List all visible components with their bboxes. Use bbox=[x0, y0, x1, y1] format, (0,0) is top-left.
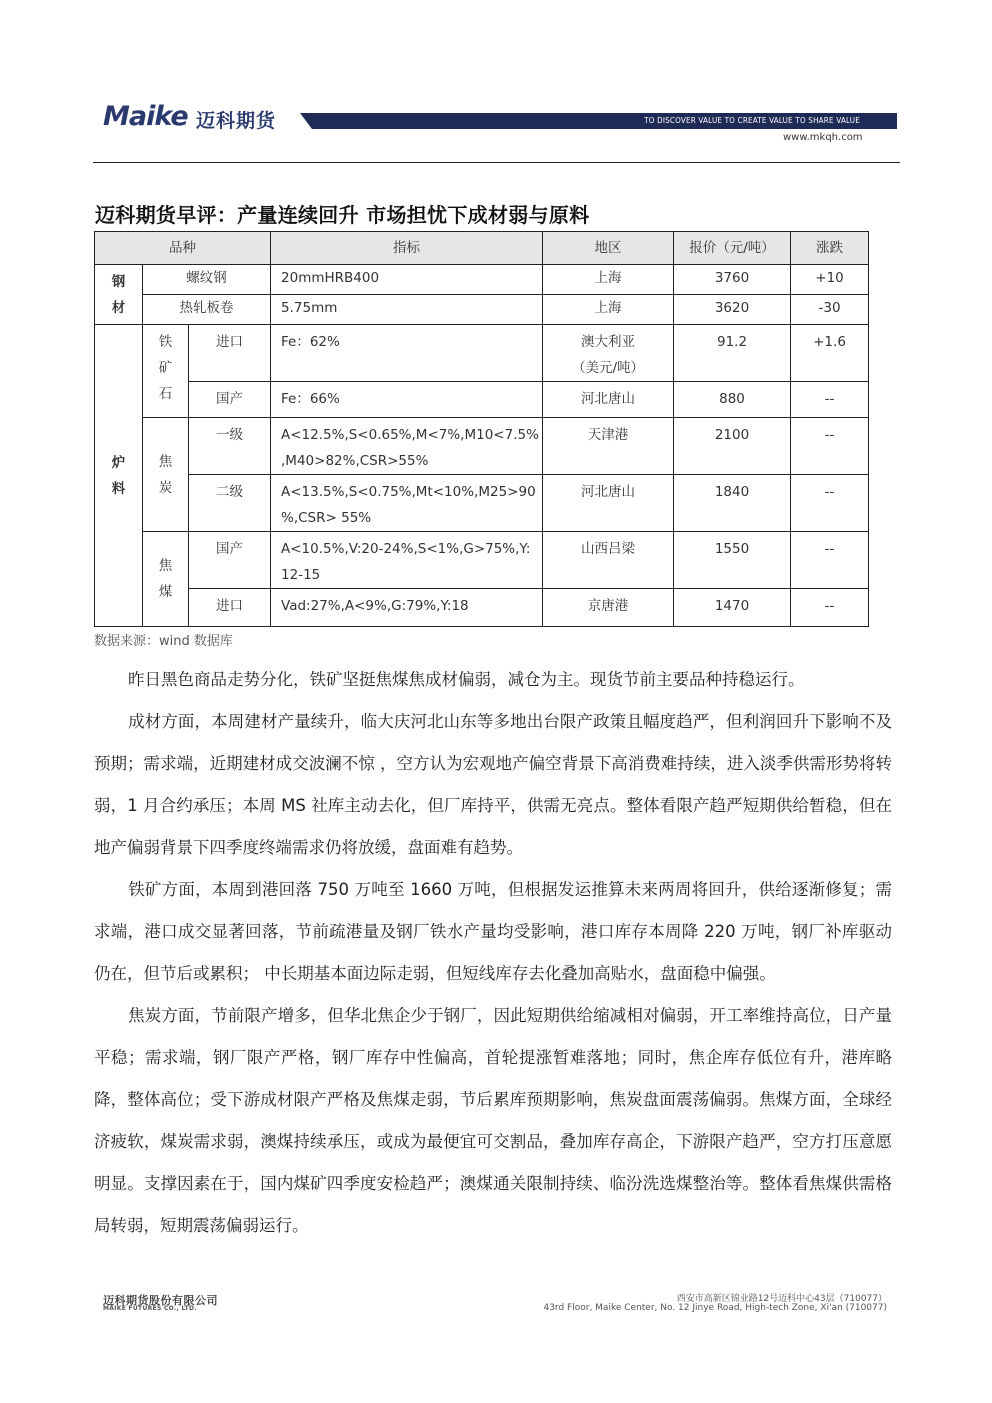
paragraph-coke-coal: 焦炭方面，节前限产增多，但华北焦企少于钢厂，因此短期供给缩减相对偏弱，开工率维持高位，日产量平稳；需求端，钢厂限产严格，钢厂库存中性偏高，首轮提涨暂难落地；同时，焦企库存低位有升，港库略降，整体高位；受下游成材限产严格及焦煤走弱，节后累库预期影响，焦炭盘面震荡偏弱。焦煤方面，全球经济疲软，煤炭需求弱，澳煤持续承压，或成为最便宜可交割品，叠加库存高企，下游限产趋严，空方打压意愿明显。支撑因素在于，国内煤矿四季度安检趋严；澳煤通关限制持续、临汾洗选煤整治等。整体看焦煤供需格局转弱，短期震荡偏弱运行。 bbox=[94, 1006, 892, 1235]
row-spec: Fe：62% bbox=[271, 325, 543, 382]
group-steel: 钢 材 bbox=[95, 265, 143, 325]
row-sub: 进口 bbox=[189, 325, 271, 382]
row-price: 1840 bbox=[674, 475, 791, 532]
category-coking-coal: 焦 煤 bbox=[143, 532, 189, 627]
table-header-row bbox=[95, 232, 869, 265]
row-region: 上海 bbox=[543, 295, 674, 325]
logo-chinese-name: 迈科期货 bbox=[196, 110, 277, 132]
row-change: -- bbox=[791, 475, 869, 532]
row-spec: A<10.5%,V:20-24%,S<1%,G>75%,Y: 12-15 bbox=[271, 532, 543, 589]
row-region: 河北唐山 bbox=[543, 475, 674, 532]
row-price: 91.2 bbox=[674, 325, 791, 382]
data-source-note: 数据来源：wind 数据库 bbox=[94, 634, 233, 649]
row-change: +10 bbox=[791, 265, 869, 295]
table-row bbox=[95, 295, 869, 325]
row-sub: 一级 bbox=[189, 418, 271, 475]
table-row bbox=[95, 589, 869, 627]
footer-company-cn: 迈科期货股份有限公司 bbox=[103, 1294, 218, 1307]
row-spec: Vad:27%,A<9%,G:79%,Y:18 bbox=[271, 589, 543, 627]
category-iron-ore: 铁 矿 石 bbox=[143, 325, 189, 418]
header-spec: 指标 bbox=[271, 232, 543, 265]
header-region: 地区 bbox=[543, 232, 674, 265]
footer-address-cn: 西安市高新区锦业路12号迈科中心43层（710077） bbox=[676, 1294, 887, 1304]
row-price: 880 bbox=[674, 382, 791, 418]
table-row bbox=[95, 418, 869, 475]
logo-maike-text: Maike bbox=[103, 101, 188, 132]
footer-company-en: MAIKE FUTURES CO., LTD. bbox=[103, 1305, 197, 1312]
table-row bbox=[95, 325, 869, 382]
row-region: 上海 bbox=[543, 265, 674, 295]
table-row bbox=[95, 532, 869, 589]
row-region: 山西吕梁 bbox=[543, 532, 674, 589]
row-price: 1470 bbox=[674, 589, 791, 627]
row-region: 河北唐山 bbox=[543, 382, 674, 418]
paragraph-iron-ore: 铁矿方面，本周到港回落 750 万吨至 1660 万吨，但根据发运推算未来两周将回升，供给逐渐修复；需求端，港口成交显著回落，节前疏港量及钢厂铁水产量均受影响，港口库存本周降 220 万吨，钢厂补库驱动仍在，但节后或累积； 中长期基本面边际走弱，但短线库存去化叠加高贴水，盘面稳中偏强。 bbox=[94, 880, 892, 983]
row-change: +1.6 bbox=[791, 325, 869, 382]
row-spec: 20mmHRB400 bbox=[271, 265, 543, 295]
row-price: 3760 bbox=[674, 265, 791, 295]
row-region: 京唐港 bbox=[543, 589, 674, 627]
header-change: 涨跌 bbox=[791, 232, 869, 265]
table-row bbox=[95, 265, 869, 295]
paragraph-summary: 昨日黑色商品走势分化，铁矿坚挺焦煤焦成材偏弱，减仓为主。现货节前主要品种持稳运行。 bbox=[128, 670, 805, 689]
row-name: 热轧板卷 bbox=[143, 295, 271, 325]
row-sub: 进口 bbox=[189, 589, 271, 627]
table-row bbox=[95, 382, 869, 418]
table-row bbox=[95, 475, 869, 532]
row-spec: A<13.5%,S<0.75%,Mt<10%,M25>90 %,CSR> 55% bbox=[271, 475, 543, 532]
row-sub: 国产 bbox=[189, 532, 271, 589]
row-change: -- bbox=[791, 382, 869, 418]
document-title: 迈科期货早评：产量连续回升 市场担忧下成材弱与原料 bbox=[95, 203, 590, 227]
row-change: -- bbox=[791, 589, 869, 627]
category-coke: 焦 炭 bbox=[143, 418, 189, 532]
row-change: -30 bbox=[791, 295, 869, 325]
website-link[interactable]: www.mkqh.com bbox=[783, 132, 863, 143]
row-change: -- bbox=[791, 532, 869, 589]
row-price: 1550 bbox=[674, 532, 791, 589]
row-change: -- bbox=[791, 418, 869, 475]
row-region: 澳大利亚 （美元/吨） bbox=[543, 325, 674, 382]
row-spec: 5.75mm bbox=[271, 295, 543, 325]
row-spec: A<12.5%,S<0.65%,M<7%,M10<7.5% ,M40>82%,CSR>55% bbox=[271, 418, 543, 475]
row-price: 2100 bbox=[674, 418, 791, 475]
row-name: 螺纹钢 bbox=[143, 265, 271, 295]
paragraph-finished-steel: 成材方面，本周建材产量续升，临大庆河北山东等多地出台限产政策且幅度趋严，但利润回升下影响不及预期；需求端，近期建材成交波澜不惊 ，空方认为宏观地产偏空背景下高消费难持续，进入淡季供需形势将转弱，1 月合约承压；本周 MS 社库主动去化，但厂库持平，供需无亮点。整体看限产趋严短期供给暂稳，但在地产偏弱背景下四季度终端需求仍将放缓，盘面难有趋势。 bbox=[94, 712, 892, 857]
header-divider bbox=[93, 162, 900, 163]
row-sub: 二级 bbox=[189, 475, 271, 532]
header-price: 报价（元/吨） bbox=[674, 232, 791, 265]
row-price: 3620 bbox=[674, 295, 791, 325]
row-spec: Fe：66% bbox=[271, 382, 543, 418]
group-furnace: 炉 料 bbox=[95, 325, 143, 627]
price-table bbox=[94, 231, 869, 627]
row-region: 天津港 bbox=[543, 418, 674, 475]
header-variety: 品种 bbox=[95, 232, 271, 265]
row-sub: 国产 bbox=[189, 382, 271, 418]
footer-address-en: 43rd Floor, Maike Center, No. 12 Jinye Road, High-tech Zone, Xi'an (710077) bbox=[543, 1303, 887, 1313]
slogan-text: TO DISCOVER VALUE TO CREATE VALUE TO SHARE VALUE bbox=[644, 116, 860, 125]
